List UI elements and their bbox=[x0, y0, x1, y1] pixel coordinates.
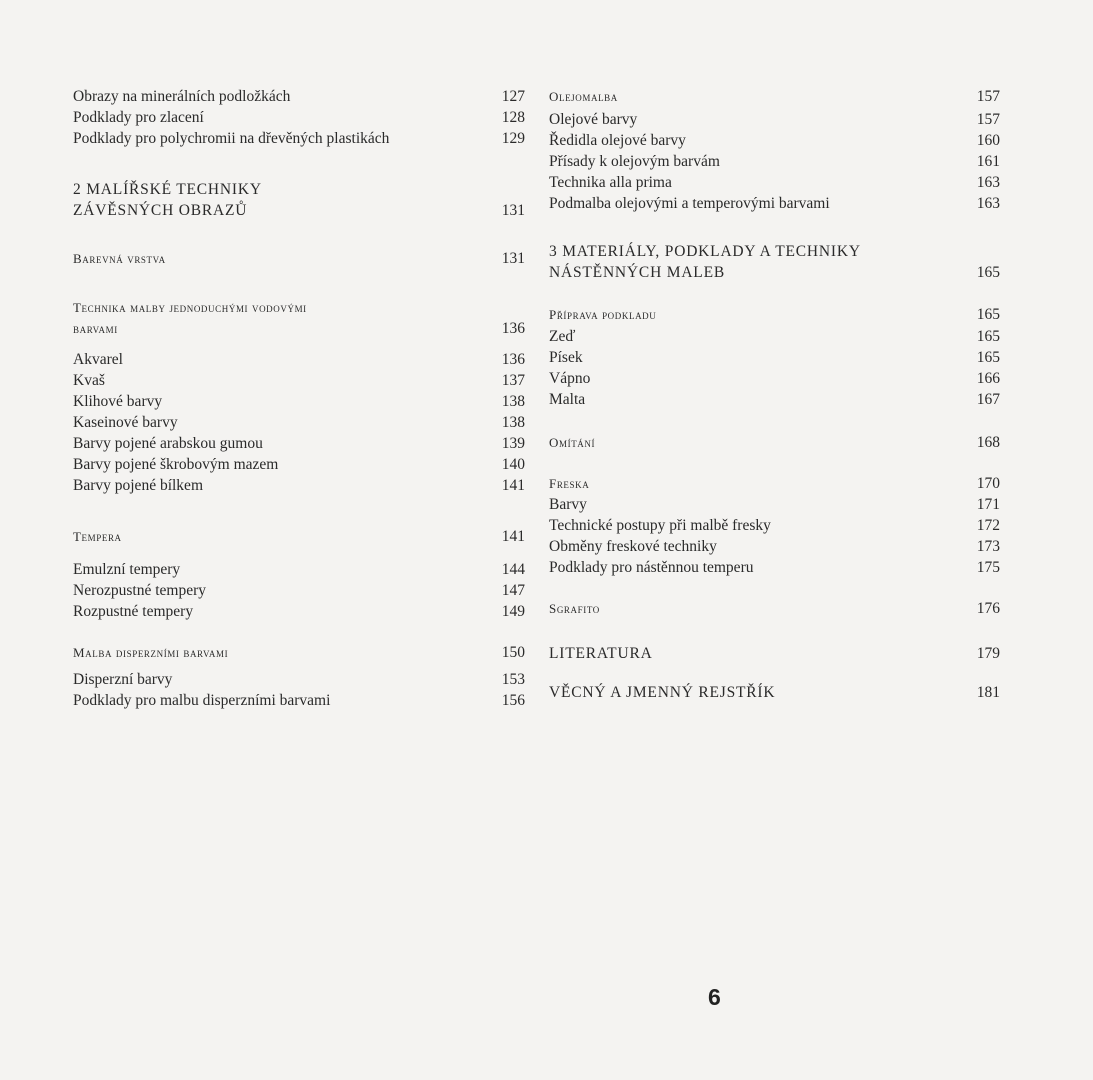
toc-section-priprava[interactable]: Příprava podkladu 165 bbox=[549, 306, 1000, 323]
toc-chapter-3[interactable] bbox=[549, 241, 1000, 283]
toc-rejstrik[interactable]: VĚCNÝ A JMENNÝ REJSTŘÍK 181 bbox=[549, 684, 1000, 701]
page-number: 6 bbox=[708, 984, 721, 1010]
toc-entry[interactable]: Podklady pro malbu disperzními barvami 156 bbox=[73, 692, 525, 709]
chapter-title-line: ZÁVĚSNÝCH OBRAZŮ bbox=[73, 202, 248, 219]
chapter-title-line: 2 MALÍŘSKÉ TECHNIKY bbox=[73, 181, 262, 198]
toc-entry[interactable]: Podklady pro polychromii na dřevěných plastikách 129 bbox=[73, 130, 525, 147]
page-ref: 136 bbox=[501, 320, 525, 337]
toc-entry[interactable]: Akvarel 136 bbox=[73, 351, 525, 368]
toc-entry[interactable]: Barvy pojené bílkem 141 bbox=[73, 477, 525, 494]
toc-group-vodove bbox=[73, 349, 525, 496]
toc-group-podklady bbox=[73, 86, 525, 149]
toc-section-freska[interactable]: Freska 170 bbox=[549, 475, 1000, 492]
toc-entry[interactable]: Emulzní tempery 144 bbox=[73, 561, 525, 578]
toc-entry[interactable]: Písek 165 bbox=[549, 349, 1000, 366]
toc-entry[interactable]: Ředidla olejové barvy 160 bbox=[549, 132, 1000, 149]
toc-entry[interactable]: Podklady pro nástěnnou temperu 175 bbox=[549, 559, 1000, 576]
toc-group-tempera bbox=[73, 559, 525, 622]
toc-entry[interactable]: Vápno 166 bbox=[549, 370, 1000, 387]
toc-entry[interactable]: Obměny freskové techniky 173 bbox=[549, 538, 1000, 555]
toc-entry[interactable]: Klihové barvy 138 bbox=[73, 393, 525, 410]
chapter-title-line: 3 MATERIÁLY, PODKLADY A TECHNIKY bbox=[549, 243, 861, 260]
toc-section-vodove-barvy[interactable] bbox=[73, 297, 525, 339]
chapter-title-line: NÁSTĚNNÝCH MALEB bbox=[549, 264, 725, 281]
page-ref: 165 bbox=[976, 264, 1000, 281]
toc-entry[interactable]: Barvy pojené arabskou gumou 139 bbox=[73, 435, 525, 452]
section-title-line: Technika malby jednoduchými vodovými bbox=[73, 300, 307, 315]
toc-section-disperzni[interactable]: Malba disperzními barvami 150 bbox=[73, 644, 525, 661]
toc-entry[interactable]: Podmalba olejovými a temperovými barvami 163 bbox=[549, 195, 1000, 212]
toc-section-tempera[interactable]: Tempera 141 bbox=[73, 528, 525, 545]
toc-entry[interactable]: Technika alla prima 163 bbox=[549, 174, 1000, 191]
toc-entry[interactable]: Barvy 171 bbox=[549, 496, 1000, 513]
toc-entry[interactable]: Přísady k olejovým barvám 161 bbox=[549, 153, 1000, 170]
toc-entry[interactable]: Olejové barvy 157 bbox=[549, 111, 1000, 128]
toc-left-column bbox=[73, 86, 525, 711]
toc-literatura[interactable]: LITERATURA 179 bbox=[549, 645, 1000, 662]
toc-entry[interactable]: Kvaš 137 bbox=[73, 372, 525, 389]
toc-section-barevna-vrstva[interactable]: Barevná vrstva 131 bbox=[73, 250, 525, 267]
toc-group-freska bbox=[549, 494, 1000, 578]
toc-section-omitani[interactable]: Omítání 168 bbox=[549, 434, 1000, 451]
toc-entry[interactable]: Nerozpustné tempery 147 bbox=[73, 582, 525, 599]
toc-entry[interactable]: Obrazy na minerálních podložkách 127 bbox=[73, 88, 525, 105]
toc-group-priprava bbox=[549, 326, 1000, 410]
page-ref: 131 bbox=[501, 202, 525, 219]
toc-section-sgrafito[interactable]: Sgrafito 176 bbox=[549, 600, 1000, 617]
section-title-line: barvami bbox=[73, 321, 118, 336]
toc-group-olej bbox=[549, 109, 1000, 214]
toc-entry[interactable]: Podklady pro zlacení 128 bbox=[73, 109, 525, 126]
toc-entry[interactable]: Technické postupy při malbě fresky 172 bbox=[549, 517, 1000, 534]
toc-right-column bbox=[549, 86, 1000, 703]
toc-entry[interactable]: Barvy pojené škrobovým mazem 140 bbox=[73, 456, 525, 473]
toc-group-disperzni bbox=[73, 669, 525, 711]
toc-section-olejomalba[interactable]: Olejomalba 157 bbox=[549, 88, 1000, 105]
toc-entry[interactable]: Rozpustné tempery 149 bbox=[73, 603, 525, 620]
toc-entry[interactable]: Malta 167 bbox=[549, 391, 1000, 408]
toc-entry[interactable]: Kaseinové barvy 138 bbox=[73, 414, 525, 431]
toc-entry[interactable]: Zeď 165 bbox=[549, 328, 1000, 345]
toc-chapter-2[interactable] bbox=[73, 179, 525, 221]
toc-entry[interactable]: Disperzní barvy 153 bbox=[73, 671, 525, 688]
